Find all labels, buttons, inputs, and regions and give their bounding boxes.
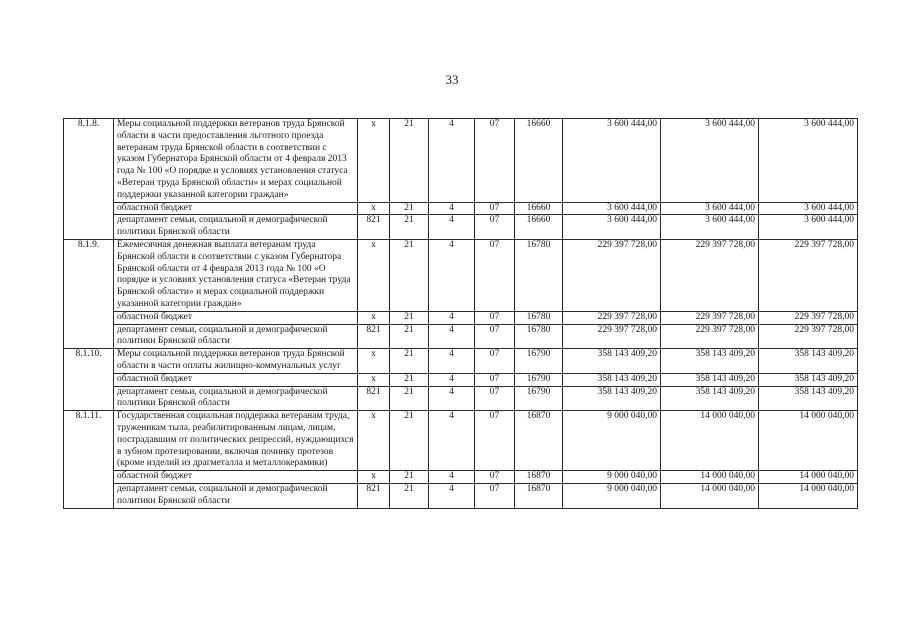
subsection-cell: 4 xyxy=(429,215,475,240)
table-subrow xyxy=(64,471,858,484)
grbs-cell: x xyxy=(358,311,390,324)
amount-year1-cell: 9 000 040,00 xyxy=(563,411,661,471)
amount-year1-cell: 229 397 728,00 xyxy=(563,311,661,324)
amount-year1-cell: 9 000 040,00 xyxy=(563,471,661,484)
item-number-cell: 8.1.9. xyxy=(64,239,114,348)
amount-year2-cell: 14 000 040,00 xyxy=(661,471,759,484)
table-subrow xyxy=(64,373,858,386)
amount-year2-cell: 229 397 728,00 xyxy=(661,324,759,349)
program-cell: 07 xyxy=(475,386,515,411)
amount-year1-cell: 229 397 728,00 xyxy=(563,239,661,311)
measure-name-cell: Меры социальной поддержки ветеранов труда Брянской области в части предоставления льготного проезда ветеранам труда Брянской области в соответствии с указом Губернатора Брянской области от 4 февраля 2013 года № 100 «О порядке и условиях установления статуса «Ветеран труда Брянской области» и мерах социальной поддержки указанной категории граждан» xyxy=(114,119,358,203)
table-row xyxy=(64,239,858,311)
amount-year1-cell: 9 000 040,00 xyxy=(563,483,661,508)
section-cell: 21 xyxy=(390,324,429,349)
section-cell: 21 xyxy=(390,386,429,411)
amount-year3-cell: 14 000 040,00 xyxy=(759,483,858,508)
subsection-cell: 4 xyxy=(429,324,475,349)
target-code-cell: 16790 xyxy=(515,373,563,386)
subsection-cell: 4 xyxy=(429,349,475,374)
subsection-cell: 4 xyxy=(429,411,475,471)
target-code-cell: 16870 xyxy=(515,471,563,484)
target-code-cell: 16780 xyxy=(515,324,563,349)
grbs-cell: x xyxy=(358,239,390,311)
amount-year2-cell: 3 600 444,00 xyxy=(661,202,759,215)
funding-source-cell: департамент семьи, социальной и демографической политики Брянской области xyxy=(114,215,358,240)
measure-name-cell: Ежемесячная денежная выплата ветеранам труда Брянской области в соответствии с указом Губернатора Брянской области от 4 февраля 2013 года № 100 «О порядке и условиях установления статуса «Ветеран труда Брянской области» и мерах социальной поддержки указанной категории граждан» xyxy=(114,239,358,311)
grbs-cell: 821 xyxy=(358,386,390,411)
table-subrow xyxy=(64,215,858,240)
funding-source-cell: департамент семьи, социальной и демографической политики Брянской области xyxy=(114,324,358,349)
subsection-cell: 4 xyxy=(429,239,475,311)
amount-year3-cell: 14 000 040,00 xyxy=(759,471,858,484)
funding-source-cell: областной бюджет xyxy=(114,202,358,215)
target-code-cell: 16660 xyxy=(515,215,563,240)
program-cell: 07 xyxy=(475,324,515,349)
table-body xyxy=(64,119,858,509)
amount-year3-cell: 229 397 728,00 xyxy=(759,311,858,324)
target-code-cell: 16660 xyxy=(515,202,563,215)
grbs-cell: x xyxy=(358,349,390,374)
funding-source-cell: областной бюджет xyxy=(114,471,358,484)
target-code-cell: 16780 xyxy=(515,311,563,324)
section-cell: 21 xyxy=(390,373,429,386)
section-cell: 21 xyxy=(390,239,429,311)
amount-year3-cell: 3 600 444,00 xyxy=(759,202,858,215)
measure-name-cell: Государственная социальная поддержка ветеранам труда, труженикам тыла, реабилитированным лицам, лицам, пострадавшим от политических репрессий, нуждающихся в зубном протезировании, включая починку протезов (кроме изделий из драгметалла и металлокерамики) xyxy=(114,411,358,471)
subsection-cell: 4 xyxy=(429,119,475,203)
target-code-cell: 16660 xyxy=(515,119,563,203)
program-cell: 07 xyxy=(475,215,515,240)
grbs-cell: 821 xyxy=(358,324,390,349)
section-cell: 21 xyxy=(390,411,429,471)
funding-source-cell: областной бюджет xyxy=(114,311,358,324)
item-number-cell: 8.1.8. xyxy=(64,119,114,240)
program-cell: 07 xyxy=(475,202,515,215)
target-code-cell: 16790 xyxy=(515,349,563,374)
amount-year1-cell: 358 143 409,20 xyxy=(563,373,661,386)
grbs-cell: 821 xyxy=(358,483,390,508)
subsection-cell: 4 xyxy=(429,471,475,484)
program-cell: 07 xyxy=(475,119,515,203)
grbs-cell: x xyxy=(358,411,390,471)
program-cell: 07 xyxy=(475,411,515,471)
grbs-cell: x xyxy=(358,202,390,215)
program-cell: 07 xyxy=(475,349,515,374)
program-cell: 07 xyxy=(475,471,515,484)
subsection-cell: 4 xyxy=(429,483,475,508)
amount-year3-cell: 3 600 444,00 xyxy=(759,215,858,240)
amount-year1-cell: 358 143 409,20 xyxy=(563,349,661,374)
amount-year2-cell: 229 397 728,00 xyxy=(661,239,759,311)
funding-source-cell: департамент семьи, социальной и демографической политики Брянской области xyxy=(114,483,358,508)
amount-year2-cell: 14 000 040,00 xyxy=(661,411,759,471)
amount-year2-cell: 3 600 444,00 xyxy=(661,215,759,240)
item-number-cell: 8.1.10. xyxy=(64,349,114,411)
section-cell: 21 xyxy=(390,349,429,374)
amount-year1-cell: 229 397 728,00 xyxy=(563,324,661,349)
amount-year1-cell: 3 600 444,00 xyxy=(563,202,661,215)
amount-year2-cell: 3 600 444,00 xyxy=(661,119,759,203)
page-number: 33 xyxy=(445,72,459,87)
subsection-cell: 4 xyxy=(429,386,475,411)
amount-year3-cell: 358 143 409,20 xyxy=(759,349,858,374)
subsection-cell: 4 xyxy=(429,311,475,324)
program-cell: 07 xyxy=(475,483,515,508)
table-subrow xyxy=(64,311,858,324)
amount-year2-cell: 229 397 728,00 xyxy=(661,311,759,324)
funding-source-cell: областной бюджет xyxy=(114,373,358,386)
program-cell: 07 xyxy=(475,311,515,324)
grbs-cell: x xyxy=(358,471,390,484)
grbs-cell: x xyxy=(358,119,390,203)
grbs-cell: x xyxy=(358,373,390,386)
table-row xyxy=(64,349,858,374)
budget-table xyxy=(63,118,858,509)
amount-year2-cell: 14 000 040,00 xyxy=(661,483,759,508)
subsection-cell: 4 xyxy=(429,202,475,215)
funding-source-cell: департамент семьи, социальной и демографической политики Брянской области xyxy=(114,386,358,411)
table-subrow xyxy=(64,483,858,508)
program-cell: 07 xyxy=(475,373,515,386)
section-cell: 21 xyxy=(390,215,429,240)
item-number-cell: 8.1.11. xyxy=(64,411,114,508)
table-row xyxy=(64,411,858,471)
amount-year3-cell: 358 143 409,20 xyxy=(759,386,858,411)
target-code-cell: 16870 xyxy=(515,483,563,508)
table-subrow xyxy=(64,202,858,215)
amount-year3-cell: 14 000 040,00 xyxy=(759,411,858,471)
section-cell: 21 xyxy=(390,202,429,215)
target-code-cell: 16780 xyxy=(515,239,563,311)
table-subrow xyxy=(64,386,858,411)
grbs-cell: 821 xyxy=(358,215,390,240)
amount-year1-cell: 358 143 409,20 xyxy=(563,386,661,411)
section-cell: 21 xyxy=(390,471,429,484)
target-code-cell: 16790 xyxy=(515,386,563,411)
amount-year1-cell: 3 600 444,00 xyxy=(563,215,661,240)
section-cell: 21 xyxy=(390,311,429,324)
subsection-cell: 4 xyxy=(429,373,475,386)
section-cell: 21 xyxy=(390,119,429,203)
table-row xyxy=(64,119,858,203)
amount-year3-cell: 229 397 728,00 xyxy=(759,239,858,311)
amount-year2-cell: 358 143 409,20 xyxy=(661,386,759,411)
target-code-cell: 16870 xyxy=(515,411,563,471)
measure-name-cell: Меры социальной поддержки ветеранов труда Брянской области в части оплаты жилищно-коммунальных услуг xyxy=(114,349,358,374)
amount-year3-cell: 3 600 444,00 xyxy=(759,119,858,203)
section-cell: 21 xyxy=(390,483,429,508)
amount-year2-cell: 358 143 409,20 xyxy=(661,349,759,374)
amount-year1-cell: 3 600 444,00 xyxy=(563,119,661,203)
program-cell: 07 xyxy=(475,239,515,311)
amount-year3-cell: 229 397 728,00 xyxy=(759,324,858,349)
amount-year3-cell: 358 143 409,20 xyxy=(759,373,858,386)
table-subrow xyxy=(64,324,858,349)
amount-year2-cell: 358 143 409,20 xyxy=(661,373,759,386)
